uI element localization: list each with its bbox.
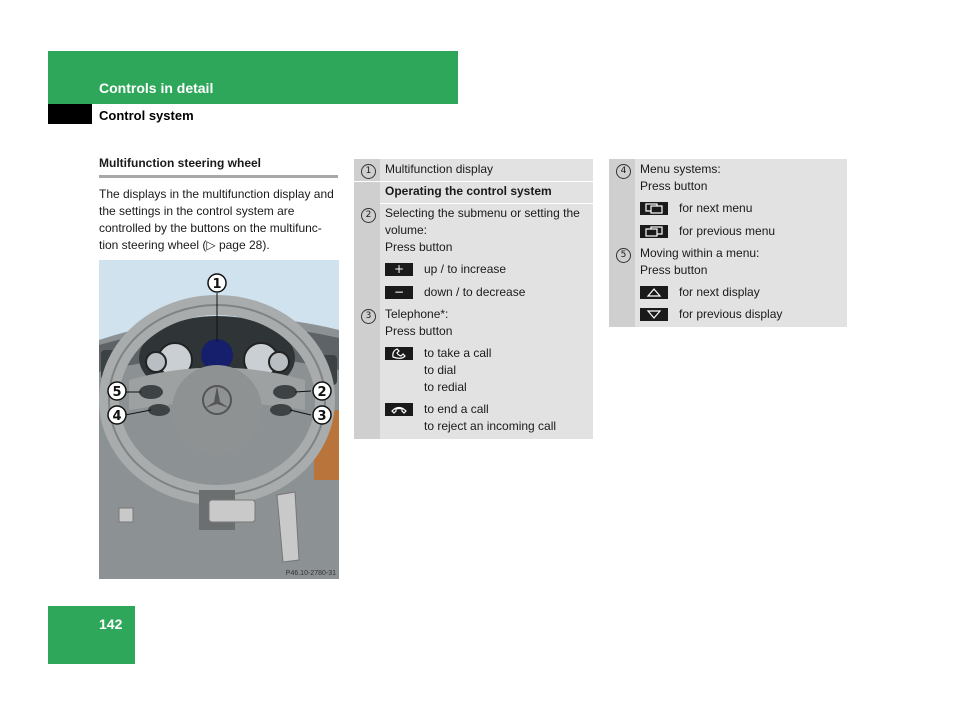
callout-2 <box>313 382 331 400</box>
steering-wheel-illustration <box>99 260 339 579</box>
press-button-text: Press button <box>640 263 708 277</box>
svg-text:5: 5 <box>112 385 122 400</box>
controls-table-2: 4 Menu systems: Press button for next menu for previous menu 5 Moving within a menu: Press button for next display for previous display <box>609 159 847 327</box>
item-number: 4 <box>616 164 631 179</box>
svg-text:2: 2 <box>317 385 327 400</box>
svg-text:1: 1 <box>212 277 222 292</box>
minus-key-icon: − <box>385 286 413 299</box>
previous-menu-icon <box>640 225 668 238</box>
section-title: Controls in detail <box>99 80 214 96</box>
callout-5 <box>108 382 126 400</box>
next-display-icon <box>640 286 668 299</box>
item-text: Multifunction display <box>385 162 494 176</box>
svg-text:4: 4 <box>112 409 122 424</box>
plus-key-icon: + <box>385 263 413 276</box>
intro-paragraph: The displays in the multifunction display and the settings in the control system are controlled by the buttons on the multifunc-tion steering wheel (▷ page 28). <box>99 187 334 252</box>
item-text: Selecting the submenu or setting the volume: <box>385 206 580 237</box>
press-button-text: Press button <box>640 179 708 193</box>
next-menu-icon <box>640 202 668 215</box>
phone-pickup-icon <box>385 347 413 360</box>
item-text: Menu systems: <box>640 162 721 176</box>
subsection-title: Control system <box>99 108 194 123</box>
item-number: 5 <box>616 248 631 263</box>
image-code: P46.10-2780-31 <box>285 570 336 577</box>
callout-4 <box>108 406 126 424</box>
item-text: Moving within a menu: <box>640 246 760 260</box>
subsection-marker <box>48 104 92 124</box>
svg-text:3: 3 <box>317 409 327 424</box>
article-heading: Multifunction steering wheel <box>99 156 338 178</box>
callout-3 <box>313 406 331 424</box>
item-number: 1 <box>361 164 376 179</box>
page-number-box <box>48 606 135 664</box>
callout-1 <box>208 274 226 292</box>
item-number: 3 <box>361 309 376 324</box>
page-number: 142 <box>99 616 123 632</box>
press-button-text: Press button <box>385 240 453 254</box>
phone-hangup-icon <box>385 403 413 416</box>
press-button-text: Press button <box>385 324 453 338</box>
previous-display-icon <box>640 308 668 321</box>
item-text: Telephone*: <box>385 307 449 321</box>
header-band <box>48 51 458 104</box>
controls-table-1: 1 Multifunction display Operating the control system 2 Selecting the submenu or setting the volume: Press button + up / to increase − down / to decrease 3 Telephone*: Press button to take a call to dial to redial to end a call to reject an incoming call <box>354 159 593 439</box>
item-number: 2 <box>361 208 376 223</box>
